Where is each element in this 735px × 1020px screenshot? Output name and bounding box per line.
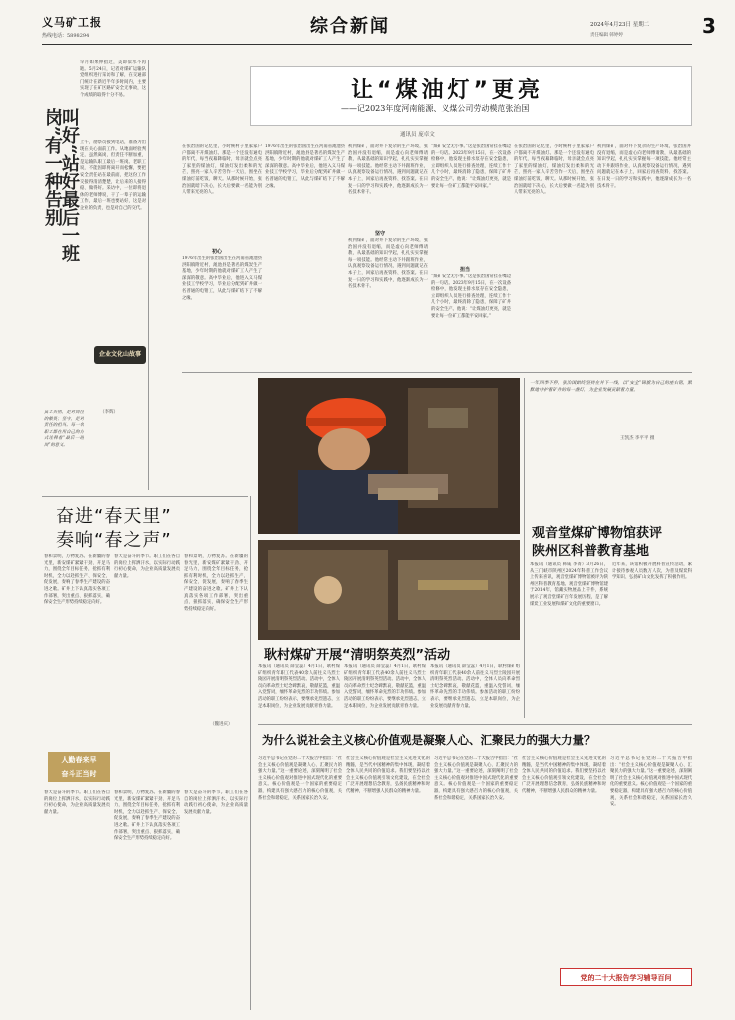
core-badge: 党的二十大报告学习辅导百问	[560, 968, 692, 986]
main-body-2b: 1976年出生的张治国出生在河南省渑池县洪阳镇附近村，渑池县是著名的煤炭生产基地，少年时期的他就对煤矿工人产生了深深的敬意。高中毕业后，他进入义马煤业技工学校学习，毕业后分配到矿井做一名普通的电钳工，从此与煤矿结下了不解之缘。	[265, 144, 345, 189]
masthead-name: 义马矿工报	[42, 16, 102, 29]
spring-title-2: 奏响“春之声”	[56, 530, 172, 551]
main-body-5: 在张治国的记忆里，小时候村子里家家户户都离不开煤油灯。那是一个还没有通电的年代，每当夜幕降临时，母亲就会点亮了家里的煤油灯，煤油灯发出柔和的光芒，照亮一家人辛苦劳作一天后，围坐在煤油灯前吃饭、聊天。从那时候开始，张治国就暗下决心，长大后要做一名能为别人带来光亮的人。	[514, 144, 594, 196]
left-footer: 员工告别，是对岗位的敬畏；坚守，是对责任的担当。每一名职工都在用自己的方式诠释着“最后一班岗”的意义。	[44, 410, 84, 448]
gengcun-body-1: 本报讯（通讯员 薛莹蕊）4月1日，耿村煤矿组织青年职工代表40余人前往义马烈士陵园开展清明祭英烈活动。活动中，全体人员向革命烈士纪念碑默哀，敬献花篮，重温入党誓词，缅怀革命先烈的丰功伟绩。参加活动的职工纷纷表示，要继承先烈遗志，立足本职岗位，为企业发展贡献青春力量。	[258, 664, 340, 709]
main-reporter: 通讯员 庞卓文	[400, 132, 435, 138]
workshop-illustration	[258, 540, 520, 640]
page-header	[0, 0, 735, 60]
main-bottom-rule	[182, 372, 692, 373]
core-title: 为什么说社会主义核心价值观是凝聚人心、汇聚民力的强大力量？	[262, 733, 596, 747]
left-author: （李辉）	[100, 410, 118, 415]
core-body-1: 习近平总书记在党的二十大报告中指出：“社会主义核心价值观是凝聚人心、汇聚民力的强大力量。”这一重要论述，深刻阐明了社会主义核心价值观对推进中国式现代化的重要意义。核心价值观是一个国家的重要稳定器，构建具有强大感召力的核心价值观，关系社会和谐稳定，关系国家长治久安。	[258, 756, 342, 801]
main-subtitle: ——记2023年度河南能源、义煤公司劳动模范张治国	[341, 104, 530, 113]
spring-body-5: 春和景明，万物复苏。在新疆的春光里，新安煤矿紧紧干劲、开足马力，围绕全年目标任务，抢抓有利时机，全力以赴抓生产、保安全、促发展，奏响了春季生产建设的奋进之歌。矿井上下认真落实各项工作部署，突出重点、狠抓落实，确保安全生产形势持续稳定向好。	[114, 790, 180, 842]
museum-body-1: 本报讯（通讯员 韩咸 李菁）3月26日，从三门峡市陕州区2024年科普工作会议上传来喜讯，观音堂煤矿博物馆被评为陕州区科普教育基地。观音堂煤矿博物馆建于2014年，馆藏实物展品上千件，系统展示了观音堂煤矿百年发展历程，是了解煤炭工业发展和煤矿文化的重要窗口。	[530, 562, 608, 607]
main-subhead-3: 担当	[460, 267, 471, 273]
main-photo-credit: 王凯杰 李平平 摄	[620, 436, 655, 441]
issue-date: 2024年4月23日 星期二	[590, 22, 650, 28]
spring-badge	[48, 752, 110, 782]
spring-badge-line2: 奋斗正当时	[61, 769, 97, 778]
core-body-4: 社会主义核心价值观是社会主义先进文化的精髓，是当代中国精神的集中体现，凝结着全体人民共同的价值追求。我们要坚持以社会主义核心价值观引领文化建设，在全社会广泛开展理想信念教育，弘扬民族精神和时代精神，不断增强人民群众的精神力量。	[522, 756, 606, 794]
section-title: 综合新闻	[310, 16, 390, 37]
main-body-1: 在张治国的记忆里，小时候村子里家家户户都离不开煤油灯。那是一个还没有通电的年代，每当夜幕降临时，母亲就会点亮了家里的煤油灯，煤油灯发出柔和的光芒，照亮一家人辛苦劳作一天后，围坐在煤油灯前吃饭、聊天。从那时候开始，张治国就暗下决心，长大后要做一名能为别人带来光亮的人。	[182, 144, 262, 196]
left-column-badge: 企业文化山故事	[94, 346, 146, 364]
main-body-6: 初到煤矿，面对井下复杂的生产环境，张治国并没有退缩，而是虚心向老师傅请教，从最基础的知识学起，扎扎实实掌握每一项技能。他经常主动下井跟班作业，认真观察设备运行情况，遇到问题就记在本子上，回家后再查资料、找答案。在日复一日的学习和实践中，他逐渐成长为一名技术骨干。	[597, 144, 691, 189]
main-body-3: 初到煤矿，面对井下复杂的生产环境，张治国并没有退缩，而是虚心向老师傅请教，从最基础的知识学起，扎扎实实掌握每一项技能。他经常主动下井跟班作业，认真观察设备运行情况，遇到问题就记在本子上，回家后再查资料、找答案。在日复一日的学习和实践中，他逐渐成长为一名技术骨干。	[348, 238, 428, 290]
spring-body-2: 春天是奋斗的季节。职工们在各自的岗位上挥洒汗水，以实际行动践行初心使命，为企业高质量发展贡献力量。	[114, 554, 180, 579]
spring-title-1: 奋进“春天里”	[56, 506, 172, 527]
spring-author: （魏进庆）	[210, 722, 233, 727]
spring-body-6: 春天是奋斗的季节。职工们在各自的岗位上挥洒汗水，以实际行动践行初心使命，为企业高质量发展贡献力量。	[184, 790, 248, 815]
main-body-2: 1976年出生的张治国出生在河南省渑池县洪阳镇附近村，渑池县是著名的煤炭生产基地，少年时期的他就对煤矿工人产生了深深的敬意。高中毕业后，他进入义马煤业技工学校学习，毕业后分配到矿井做一名普通的电钳工，从此与煤矿结下了不解之缘。	[182, 256, 262, 301]
museum-divider	[524, 378, 525, 718]
museum-title-1: 观音堂煤矿博物馆获评	[532, 526, 663, 541]
spring-top-rule	[42, 496, 248, 497]
gengcun-body-3: 本报讯（通讯员 薛莹蕊）4月1日，耿村煤矿组织青年职工代表40余人前往义马烈士陵园开展清明祭英烈活动。活动中，全体人员向革命烈士纪念碑默哀，敬献花篮，重温入党誓词，缅怀革命先烈的丰功伟绩。参加活动的职工纷纷表示，要继承先烈遗志，立足本职岗位，为企业发展贡献青春力量。	[430, 664, 520, 709]
museum-title-2: 陕州区科普教育基地	[532, 544, 650, 559]
spring-divider	[250, 496, 251, 1010]
main-body-3a: 初到煤矿，面对井下复杂的生产环境，张治国并没有退缩，而是虚心向老师傅请教，从最基础的知识学起，扎扎实实掌握每一项技能。他经常主动下井跟班作业，认真观察设备运行情况，遇到问题就记在本子上，回家后再查资料、找答案。在日复一日的学习和实践中，他逐渐成长为一名技术骨干。	[348, 144, 428, 196]
header-rule	[42, 44, 692, 45]
core-body-5: 习近平总书记在党的二十大报告中指出：“社会主义核心价值观是凝聚人心、汇聚民力的强大力量。”这一重要论述，深刻阐明了社会主义核心价值观对推进中国式现代化的重要意义。核心价值观是一个国家的重要稳定器，构建具有强大感召力的核心价值观，关系社会和谐稳定，关系国家长治久安。	[610, 756, 692, 808]
main-subhead-2: 坚守	[375, 231, 386, 237]
miner-illustration	[258, 378, 520, 534]
gengcun-photo	[258, 540, 520, 640]
main-title: 让“煤油灯”更亮	[351, 78, 544, 103]
core-top-rule	[258, 724, 692, 725]
core-body-2: 社会主义核心价值观是社会主义先进文化的精髓，是当代中国精神的集中体现，凝结着全体人民共同的价值追求。我们要坚持以社会主义核心价值观引领文化建设，在全社会广泛开展理想信念教育，弘扬民族精神和时代精神，不断增强人民群众的精神力量。	[346, 756, 430, 794]
main-photo-caption: 一年四季不停，张治国始终坚持在井下一线，以“安全”锦旗为自己的座右铭，默默地守护着矿井的每一盏灯，为企业发展贡献着力量。	[530, 381, 692, 393]
main-photo-miner	[258, 378, 520, 534]
responsible-editor: 责任编辑 韩婷婷	[590, 33, 623, 38]
left-intro: 早月如果伸指过，美即似水不再逝。5月24日，记者对煤矿运输队党组织进行采访和了解，在交通部门统计在新近半年多时间内，主要实现了在矿区路矿安全无事故，这个成绩的取得十分不易。	[80, 60, 146, 98]
gengcun-title: 耿村煤矿开展“清明祭英烈”活动	[264, 648, 451, 663]
spring-badge-line1: 人勤春来早	[61, 755, 97, 764]
hotline: 热线电话：5898294	[42, 33, 90, 39]
main-body-4a: “煤矿安全无小事。”这是张治国常挂在嘴边的一句话。2023年9月15日，在一次设备检修中，他发现主排水泵存在安全隐患，立即组织人员进行排查处理，连续工作十几个小时，最终消除了隐患，保障了矿井的安全生产。他说：“让煤油灯更亮，就是要让每一位矿工都能平安回家。”	[431, 144, 511, 189]
core-body-3: 习近平总书记在党的二十大报告中指出：“社会主义核心价值观是凝聚人心、汇聚民力的强大力量。”这一重要论述，深刻阐明了社会主义核心价值观对推进中国式现代化的重要意义。核心价值观是一个国家的重要稳定器，构建具有强大感召力的核心价值观，关系社会和谐稳定，关系国家长治久安。	[434, 756, 518, 801]
page-number: 3	[702, 14, 716, 38]
left-headline: 叫好“站好最后一班岗”有一种告别	[42, 108, 80, 263]
spring-body-3: 春和景明，万物复苏。在新疆的春光里，新安煤矿紧紧干劲、开足马力，围绕全年目标任务，抢抓有利时机，全力以赴抓生产、保安全、促发展，奏响了春季生产建设的奋进之歌。矿井上下认真落实各项工作部署，突出重点、狠抓落实，确保安全生产形势持续稳定向好。	[184, 554, 248, 612]
gengcun-body-2: 本报讯（通讯员 薛莹蕊）4月1日，耿村煤矿组织青年职工代表40余人前往义马烈士陵园开展清明祭英烈活动。活动中，全体人员向革命烈士纪念碑默哀，敬献花篮，重温入党誓词，缅怀革命先烈的丰功伟绩。参加活动的职工纷纷表示，要继承先烈遗志，立足本职岗位，为企业发展贡献青春力量。	[344, 664, 426, 709]
spring-body-4: 春天是奋斗的季节。职工们在各自的岗位上挥洒汗水，以实际行动践行初心使命，为企业高质量发展贡献力量。	[44, 790, 110, 815]
main-body-4: “煤矿安全无小事。”这是张治国常挂在嘴边的一句话。2023年9月15日，在一次设备检修中，他发现主排水泵存在安全隐患，立即组织人员进行排查处理，连续工作十几个小时，最终消除了隐患，保障了矿井的安全生产。他说：“让煤油灯更亮，就是要让每一位矿工都能平安回家。”	[431, 274, 511, 319]
museum-body-2: 近年来，该馆积极开展科普宣传活动，累计接待参观人员数万人次，为普及煤炭科学知识、弘扬矿山文化发挥了积极作用。	[612, 562, 692, 581]
left-col-divider	[148, 60, 149, 490]
spring-body-1: 春和景明，万物复苏。在新疆的春光里，新安煤矿紧紧干劲、开足马力，围绕全年目标任务，抢抓有利时机，全力以赴抓生产、保安全、促发展，奏响了春季生产建设的奋进之歌。矿井上下认真落实各项工作部署，突出重点、狠抓落实，确保安全生产形势持续稳定向好。	[44, 554, 110, 606]
main-title-banner	[250, 66, 692, 126]
main-subhead-1: 初心	[212, 249, 223, 255]
left-body: 上午，勘察员接到电话，准备为出现在关心面前工作。从地面经验判定，虽然离岗，但责任不断加重，是运输队职工最后一班岗。老职工说，不能因即将离开而松懈，要把安全责任站在最前面，把这份工作交接得清清楚楚，让后来的人接得稳、做得好。采访中，一位即将退休的老师傅说，干了一辈子的运输工作，最后一班也要站好，这是对企业的负责，也是对自己的交代。	[80, 140, 146, 211]
